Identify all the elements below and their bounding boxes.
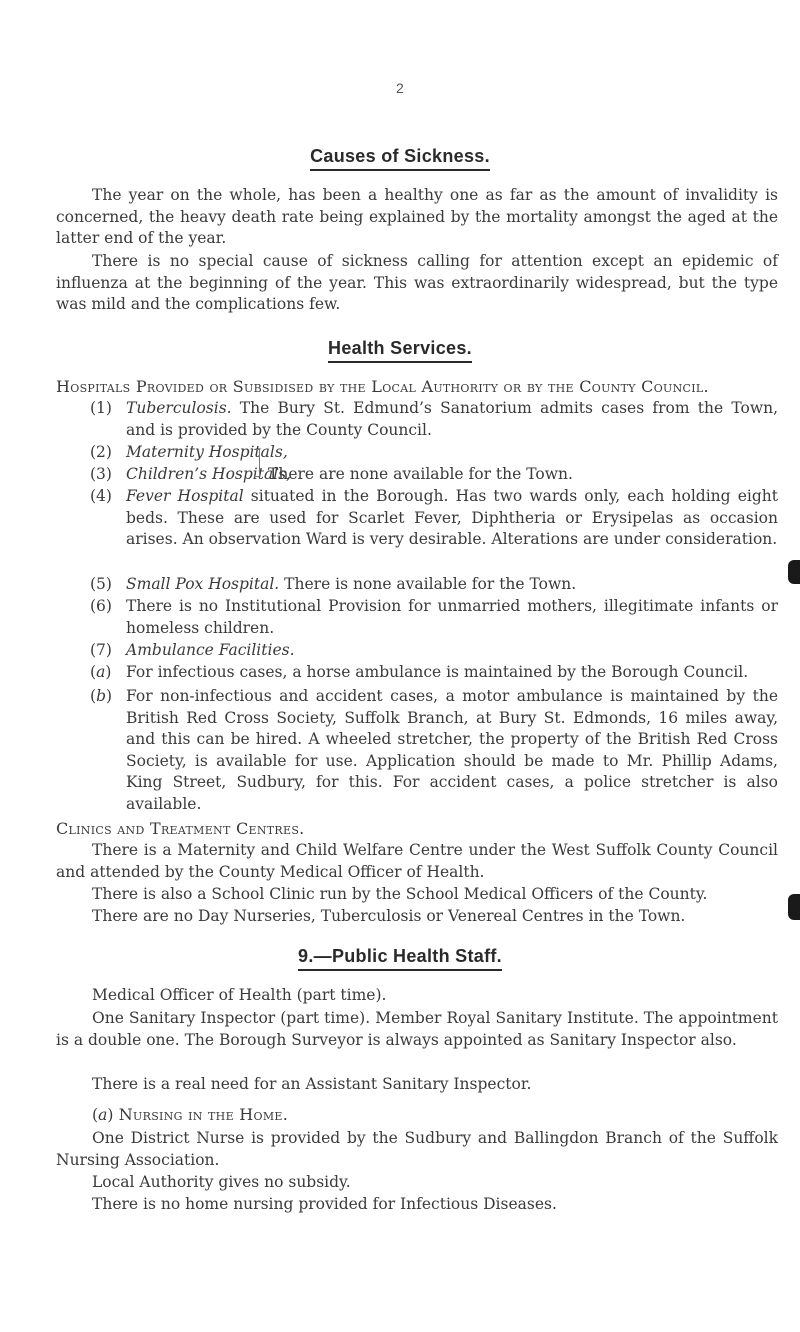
causes-paragraph-1: The year on the whole, has been a healthy one as far as the amount of invalidity is concerned, the heavy death rate being explained by the mortality amongst the aged at the latter end of the year. [56,186,778,247]
bracket [254,449,260,477]
hospital-item-4 [90,486,778,551]
item-text: There is no Institutional Provision for unmarried mothers, illegitimate infants or homeless children. [126,597,778,637]
item-title: Tuberculosis. [126,399,232,417]
nursing-paragraph-2: Local Authority gives no subsidy. [92,1173,351,1191]
clinics-paragraph-3: There are no Day Nurseries, Tuberculosis or Venereal Centres in the Town. [92,907,686,925]
item-label: (b) [90,687,113,705]
item-number: (3) [90,465,112,483]
item-title: Ambulance Facilities. [126,641,295,659]
causes-heading: Causes of Sickness. [0,146,800,171]
binding-hole-mark [788,560,800,584]
causes-paragraph-2: There is no special cause of sickness calling for attention except an epidemic of influenza at the beginning of the year. This was extraordinarily widespread, but the type was mild and the complications few. [56,252,778,313]
clinics-paragraph-1: There is a Maternity and Child Welfare Centre under the West Suffolk County Council and attended by the County Medical Officer of Health. [56,841,778,881]
ambulance-item-b [90,686,778,815]
item-label: (a) [90,663,112,681]
hospital-item-7 [90,640,778,662]
item-title: Children’s Hospitals, [126,465,292,483]
hospital-item-2 [90,442,778,464]
item-number: (7) [90,641,112,659]
item-text: There is none available for the Town. [279,575,577,593]
hospital-item-1 [90,398,778,441]
item-number: (6) [90,597,112,615]
item-text: The Bury St. Edmund’s Sanatorium admits cases from the Town, and is provided by the County Council. [126,399,778,439]
item-number: (4) [90,487,112,505]
none-available-text: There are none available for the Town. [268,465,573,483]
hospitals-heading: Hospitals Provided or Subsidised by the Local Authority or by the County Council. [56,377,709,396]
item-number: (5) [90,575,112,593]
item-title: Fever Hospital [126,487,244,505]
hospital-item-6 [90,596,778,639]
item-text: For non-infectious and accident cases, a motor ambulance is maintained by the British Red Cross Society, Suffolk Branch, at Bury St. Edmonds, 16 miles away, and this can be hired. A wheeled stretcher, the property of the British Red Cross Society, is available for use. Application should be made to Mr. Phillip Adams, King Street, Sudbury, for this. For accident cases, a police stretcher is also available. [126,687,778,813]
item-title: Maternity Hospitals, [126,443,288,461]
staff-paragraph-2: One Sanitary Inspector (part time). Member Royal Sanitary Institute. The appointment is a double one. The Borough Surveyor is always appointed as Sanitary Inspector also. [56,1009,778,1049]
staff-heading: 9.—Public Health Staff. [0,946,800,971]
hospital-item-5 [90,574,778,596]
nursing-heading: (a) Nursing in the Home. [92,1105,289,1124]
item-text: situated in the Borough. Has two wards only, each holding eight beds. These are used for Scarlet Fever, Diphtheria or Erysipelas as occasion arises. An observation Ward is very desirable. Alterations are under consideration. [126,487,778,548]
item-title: Small Pox Hospital. [126,575,280,593]
binding-hole-mark [788,894,800,920]
nursing-paragraph-1: One District Nurse is provided by the Sudbury and Ballingdon Branch of the Suffolk Nursing Association. [56,1129,778,1169]
health-services-heading: Health Services. [0,338,800,363]
clinics-paragraph-2: There is also a School Clinic run by the School Medical Officers of the County. [92,885,708,903]
staff-paragraph-1: Medical Officer of Health (part time). [92,986,387,1004]
page-number: 2 [396,80,404,96]
item-number: (2) [90,443,112,461]
staff-paragraph-3: There is a real need for an Assistant Sanitary Inspector. [92,1075,532,1093]
nursing-paragraph-3: There is no home nursing provided for Infectious Diseases. [92,1195,557,1213]
item-text: For infectious cases, a horse ambulance is maintained by the Borough Council. [126,663,749,681]
item-number: (1) [90,399,112,417]
ambulance-item-a [90,662,778,684]
clinics-heading: Clinics and Treatment Centres. [56,819,305,838]
